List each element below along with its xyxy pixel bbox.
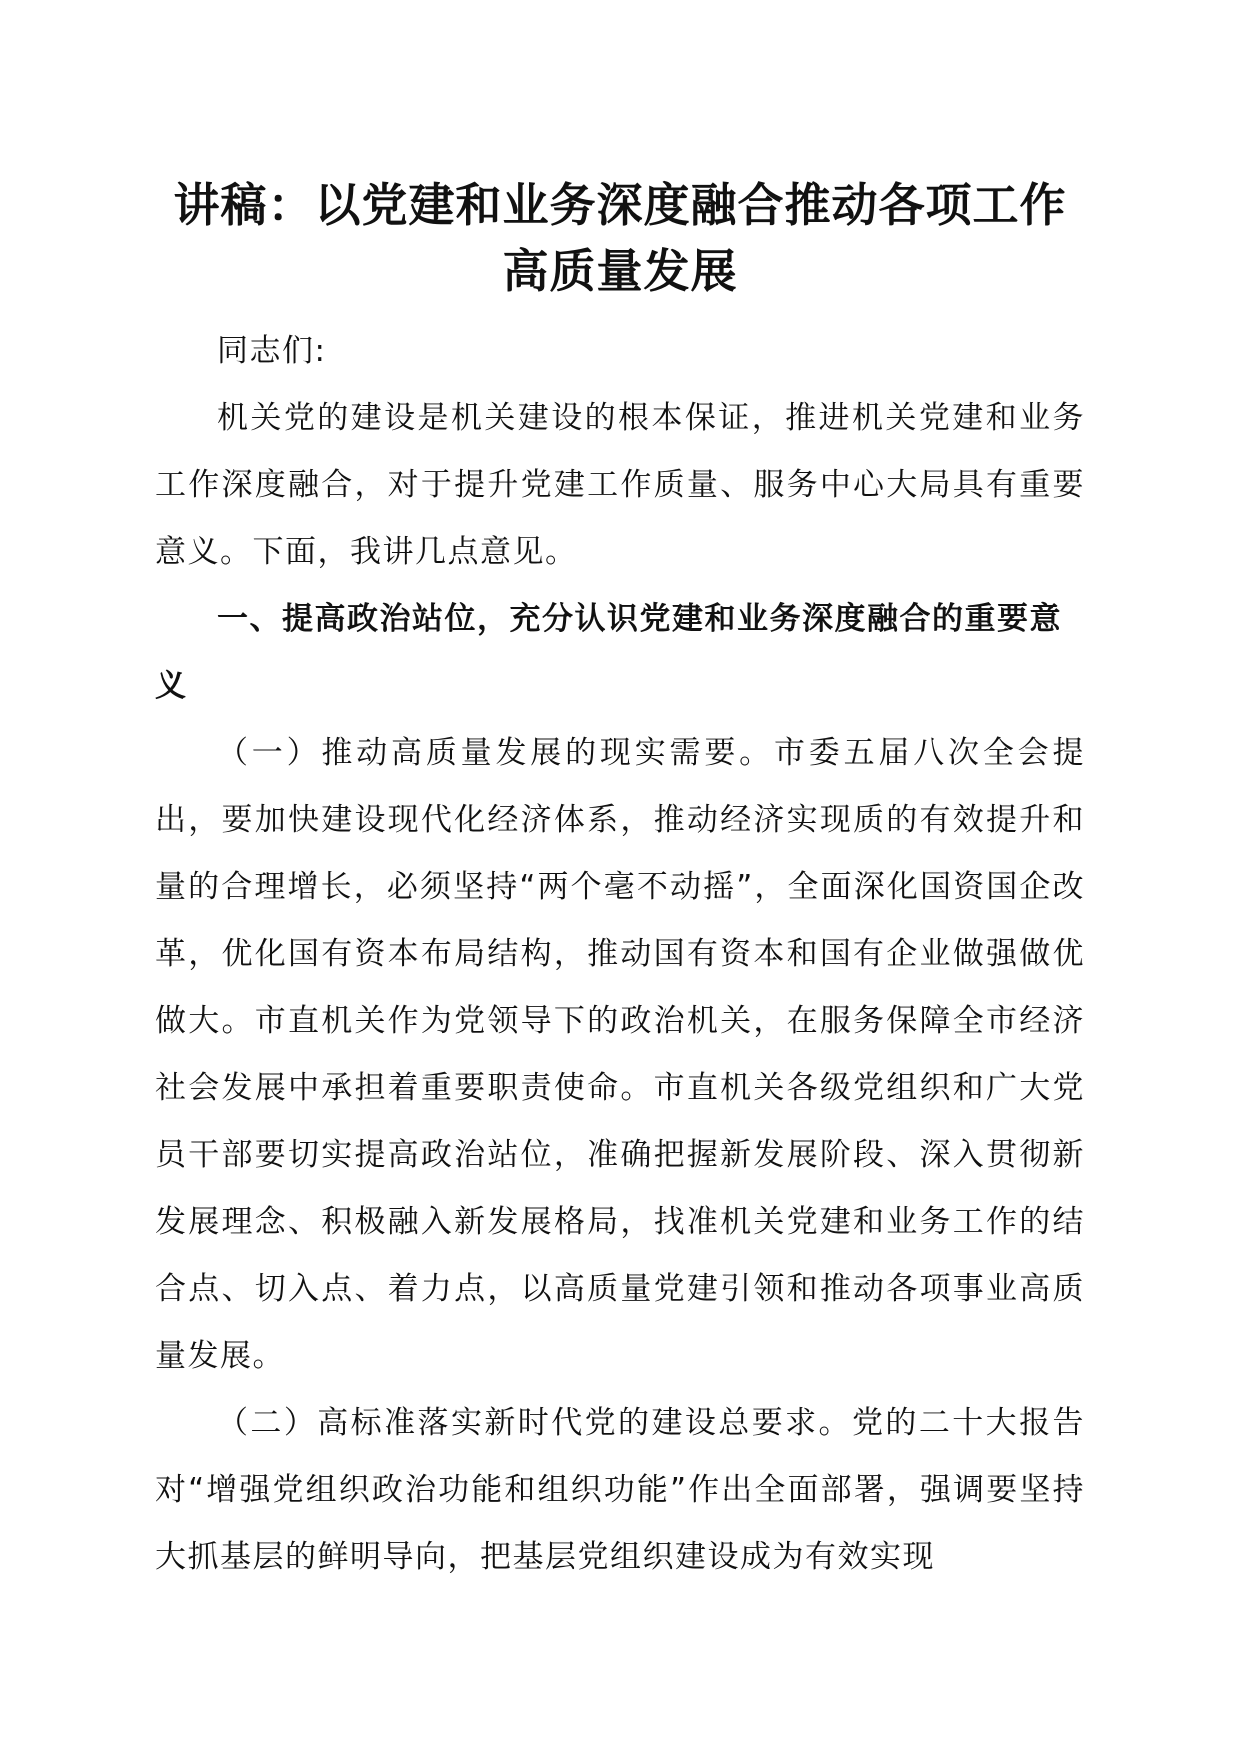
greeting: 同志们:: [217, 333, 327, 369]
document-title: 讲稿：以党建和业务深度融合推动各项工作高质量发展: [173, 178, 1067, 298]
section-1-heading: 一、提高政治站位，充分认识党建和业务深度融合的重要意义: [155, 601, 1062, 704]
intro-paragraph: 机关党的建设是机关建设的根本保证，推进机关党建和业务工作深度融合，对于提升党建工作质量、服务中心大局具有重要意义。下面，我讲几点意见。: [155, 400, 1085, 570]
section-1-paragraph-1: （一）推动高质量发展的现实需要。市委五届八次全会提出，要加快建设现代化经济体系，推动经济实现质的有效提升和量的合理增长，必须坚持“两个毫不动摇”，全面深化国资国企改革，优化国有资本布局结构，推动国有资本和国有企业做强做优做大。市直机关作为党领导下的政治机关，在服务保障全市经济社会发展中承担着重要职责使命。市直机关各级党组织和广大党员干部要切实提高政治站位，准确把握新发展阶段、深入贯彻新发展理念、积极融入新发展格局，找准机关党建和业务工作的结合点、切入点、着力点，以高质量党建引领和推动各项事业高质量发展。: [155, 735, 1085, 1374]
document-body: [155, 172, 1085, 1591]
section-1-paragraph-2: （二）高标准落实新时代党的建设总要求。党的二十大报告对“增强党组织政治功能和组织功能”作出全面部署，强调要坚持大抓基层的鲜明导向，把基层党组织建设成为有效实现: [155, 1405, 1085, 1575]
